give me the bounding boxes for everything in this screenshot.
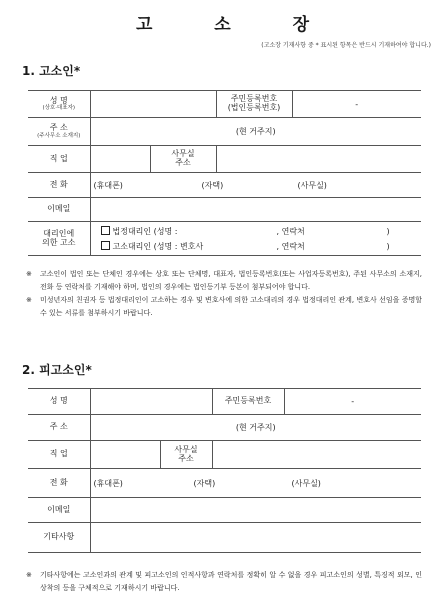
complainant-table (28, 90, 421, 256)
accused-office-line1: 사무실 (174, 444, 198, 454)
accused-etc-label: 기타사항 (28, 523, 90, 553)
representative-field (90, 222, 421, 256)
complainant-address-field[interactable]: (현 거주지) (90, 118, 421, 146)
address-sub-label: (주사무소 소재지) (37, 132, 81, 139)
office-address-label (150, 146, 216, 173)
note-item (26, 294, 422, 320)
accused-address-label: 주 소 (28, 415, 90, 441)
email-label: 이메일 (28, 198, 90, 222)
complainant-address-row (28, 118, 421, 146)
section-complainant-heading: 1. 고소인* (22, 64, 81, 78)
corp-number-label: (법인등록번호) (227, 103, 281, 112)
complainant-notes (26, 268, 422, 320)
rep-label-line1: 대리인에 (43, 228, 75, 238)
complainant-phone-field[interactable] (90, 173, 421, 198)
id-number-label-text: 주민등록번호 (230, 94, 278, 104)
representative-label (28, 222, 90, 256)
accused-office-label (160, 441, 212, 469)
accused-job-label: 직 업 (28, 441, 90, 469)
phone-mobile-label: (휴대폰) (93, 180, 123, 190)
name-label-text: 성 명 (49, 95, 68, 105)
accused-address-field[interactable]: (현 거주지) (90, 415, 421, 441)
accused-email-field[interactable] (90, 498, 421, 523)
legal-rep-checkbox[interactable] (101, 226, 110, 235)
accused-id-label: 주민등록번호 (212, 389, 284, 415)
lawyer-rep-checkbox[interactable] (101, 241, 110, 250)
note-mark: ※ (26, 270, 32, 278)
phone-office-label: (사무실) (297, 180, 327, 190)
job-label: 직 업 (28, 146, 90, 173)
office-label-line1: 사무실 (171, 149, 195, 159)
phone-label: 전 화 (28, 173, 90, 198)
note-item (26, 569, 422, 595)
legal-rep-close: ) (386, 226, 390, 236)
lawyer-rep-contact-label: , 연락처 (276, 241, 305, 251)
document-title: 고 소 장 (135, 15, 338, 35)
name-sub-label: (상호·대표자) (42, 105, 76, 112)
complainant-phone-row (28, 173, 421, 198)
accused-office-address-field[interactable] (212, 441, 421, 469)
office-label-line2: 주소 (175, 158, 191, 167)
complainant-name-row (28, 91, 421, 118)
accused-job-row (28, 441, 421, 469)
complainant-email-field[interactable] (90, 198, 421, 222)
complainant-name-field[interactable] (90, 91, 216, 118)
accused-email-label: 이메일 (28, 498, 90, 523)
accused-table (28, 388, 421, 553)
accused-email-row (28, 498, 421, 523)
accused-office-line2: 주소 (178, 453, 194, 463)
lawyer-rep-close: ) (386, 241, 390, 251)
lawyer-rep-line (101, 239, 419, 254)
rep-label-line2: 의한 고소 (42, 237, 76, 247)
accused-job-field[interactable] (90, 441, 160, 469)
complainant-office-address-field[interactable] (216, 146, 421, 173)
accused-etc-row (28, 523, 421, 553)
address-label (28, 118, 90, 146)
accused-name-field[interactable] (90, 389, 212, 415)
legal-rep-contact-label: , 연락처 (276, 226, 305, 236)
name-label (28, 91, 90, 118)
complainant-job-field[interactable] (90, 146, 150, 173)
note-mark: ※ (26, 296, 32, 304)
accused-phone-mobile: (휴대폰) (93, 478, 123, 488)
note-mark: ※ (26, 571, 32, 579)
complainant-id-field[interactable]: - (292, 91, 421, 118)
accused-phone-home: (자택) (193, 478, 216, 488)
id-number-label (216, 91, 292, 118)
complainant-job-row (28, 146, 421, 173)
complainant-email-row (28, 198, 421, 222)
note-text: 기타사항에는 고소인과의 관계 및 피고소인의 인적사항과 연락처를 정확히 알 수 없을 경우 피고소인의 성별, 특징적 외모, 인상착의 등을 구체적으로 기재하시기 바랍니다. (40, 571, 422, 592)
note-text: 미성년자의 친권자 등 법정대리인이 고소하는 경우 및 변호사에 의한 고소대리의 경우 법정대리인 관계, 변호사 선임을 증명할 수 있는 서류를 첨부하시기 바랍니다. (40, 296, 422, 317)
accused-address-row (28, 415, 421, 441)
required-fields-note: (고소장 기재사항 중 * 표시된 항목은 반드시 기재하여야 합니다.) (261, 42, 431, 49)
lawyer-rep-label: 고소대리인 (성명 : 변호사 (112, 241, 204, 251)
accused-phone-field[interactable] (90, 469, 421, 498)
accused-etc-field[interactable] (90, 523, 421, 553)
legal-rep-line (101, 224, 419, 239)
accused-notes (26, 569, 422, 595)
note-item (26, 268, 422, 294)
accused-phone-row (28, 469, 421, 498)
accused-id-field[interactable]: - (284, 389, 421, 415)
note-text: 고소인이 법인 또는 단체인 경우에는 상호 또는 단체명, 대표자, 법인등록번호(또는 사업자등록번호), 주된 사무소의 소재지, 전화 등 연락처를 기재해야 하며, 법인의 경우에는 법인등기부 등본이 첨부되어야 합니다. (40, 270, 422, 291)
complainant-representative-row (28, 222, 421, 256)
accused-name-row (28, 389, 421, 415)
legal-rep-label: 법정대리인 (성명 : (112, 226, 178, 236)
accused-phone-office: (사무실) (291, 478, 321, 488)
address-label-text: 주 소 (49, 123, 68, 133)
accused-name-label: 성 명 (28, 389, 90, 415)
section-accused-heading: 2. 피고소인* (22, 363, 92, 377)
phone-home-label: (자택) (201, 180, 224, 190)
accused-phone-label: 전 화 (28, 469, 90, 498)
